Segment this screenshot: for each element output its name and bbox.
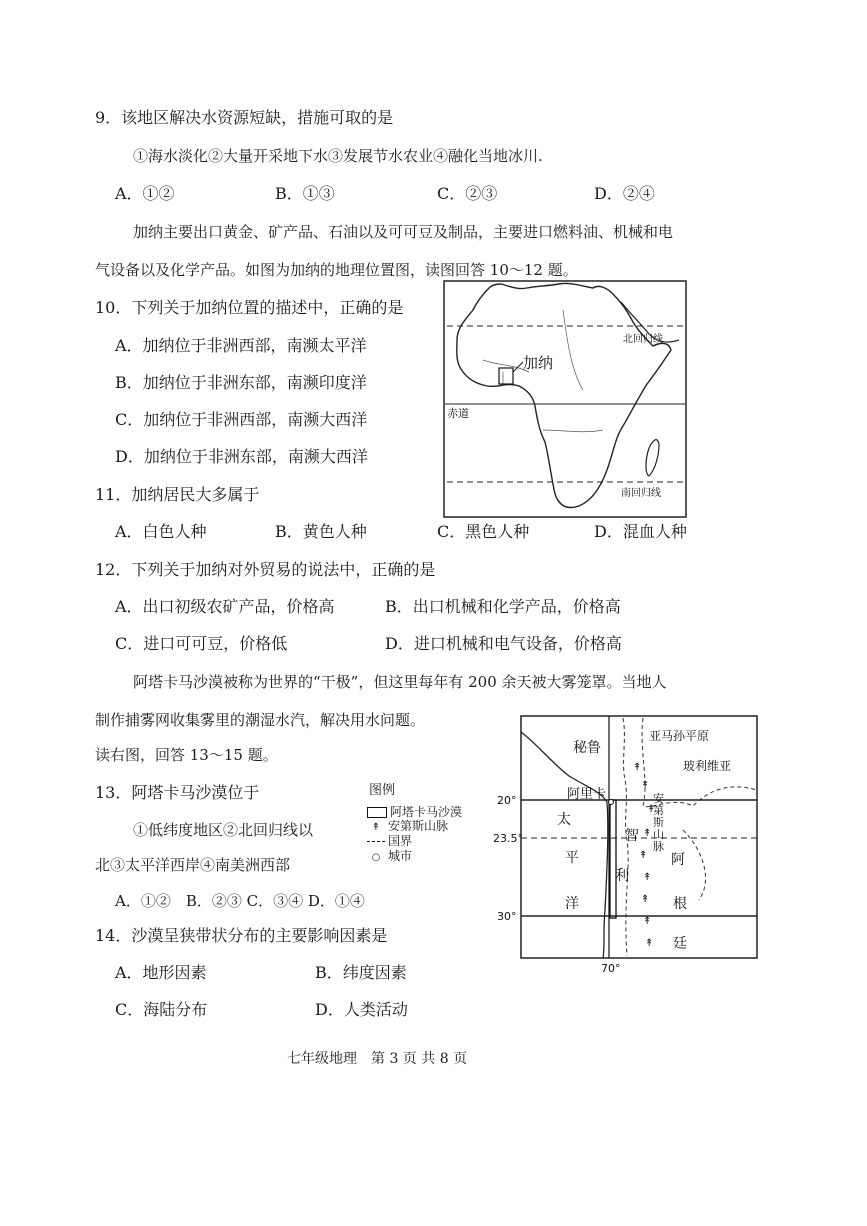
- argentina-label-2: 根: [673, 896, 687, 912]
- bolivia-label: 玻利维亚: [683, 759, 732, 773]
- q9-option-c[interactable]: C．②③: [437, 184, 498, 203]
- city-symbol-icon: ○: [371, 852, 381, 863]
- q12-option-b[interactable]: B．出口机械和化学产品，价格高: [385, 597, 621, 616]
- ghana-label: 加纳: [523, 354, 554, 372]
- chile-label-1: 智: [625, 828, 639, 844]
- andes-label-2: 第: [653, 804, 664, 817]
- argentina-label-1: 阿: [671, 852, 685, 868]
- svg-text:↟: ↟: [643, 828, 652, 839]
- andes-label-3: 斯: [653, 816, 664, 829]
- equator-label: 赤道: [447, 407, 469, 420]
- tropic-cancer-label: 北回归线: [623, 334, 663, 345]
- q14-stem: 14．沙漠呈狭带状分布的主要影响因素是: [95, 926, 388, 945]
- amazon-label: 亚马孙平原: [649, 729, 710, 743]
- svg-text:↟: ↟: [643, 916, 652, 927]
- page-footer: 七年级地理 第 3 页 共 8 页: [287, 1051, 468, 1067]
- svg-text:↟: ↟: [641, 894, 650, 905]
- legend-andes: ↟ 安第斯山脉: [367, 819, 448, 835]
- lon-70-label: 70°: [601, 962, 621, 975]
- svg-text:↟: ↟: [639, 850, 648, 861]
- q10-option-b[interactable]: B．加纳位于非洲东部，南濒印度洋: [115, 373, 367, 392]
- q11-option-c[interactable]: C．黑色人种: [437, 522, 530, 541]
- mountain-symbol-icon: ↟: [371, 822, 381, 833]
- argentina-label-3: 廷: [673, 936, 687, 952]
- q10-option-d[interactable]: D．加纳位于非洲东部，南濒大西洋: [115, 447, 368, 466]
- passage1-line2: 气设备以及化学产品。如图为加纳的地理位置图，读图回答 10～12 题。: [95, 261, 578, 279]
- q9-option-a[interactable]: A．①②: [115, 184, 175, 203]
- q13-stem: 13．阿塔卡马沙漠位于: [95, 783, 260, 802]
- q10-stem: 10．下列关于加纳位置的描述中，正确的是: [95, 298, 404, 317]
- q9-stem: 9．该地区解决水资源短缺，措施可取的是: [95, 108, 394, 127]
- legend-border: 国界: [367, 834, 412, 849]
- passage2-line1: 阿塔卡马沙漠被称为世界的“干极”，但这里每年有 200 余天被大雾笼罩。当地人: [133, 673, 667, 691]
- desert-symbol-icon: [367, 807, 387, 818]
- q13-options[interactable]: A．①② B．②③ C．③④ D．①④: [115, 892, 365, 910]
- q12-option-c[interactable]: C．进口可可豆，价格低: [115, 634, 288, 653]
- andes-label-4: 山: [653, 828, 664, 841]
- tropic-capricorn-label: 南回归线: [621, 488, 661, 499]
- q9-option-b[interactable]: B．①③: [275, 184, 335, 203]
- svg-text:↟: ↟: [641, 780, 650, 791]
- svg-text:↟: ↟: [645, 938, 654, 949]
- passage2-line3: 读右图，回答 13～15 题。: [95, 746, 278, 764]
- border-symbol-icon: [367, 841, 385, 842]
- q9-option-d[interactable]: D．②④: [594, 184, 655, 203]
- q11-option-b[interactable]: B．黄色人种: [275, 522, 367, 541]
- q13-choices-line1: ①低纬度地区②北回归线以: [133, 821, 314, 839]
- q14-option-b[interactable]: B．纬度因素: [315, 963, 407, 982]
- chile-label-2: 利: [615, 868, 629, 884]
- legend-desert: 阿塔卡马沙漠: [367, 805, 462, 820]
- legend-city: ○ 城市: [367, 849, 412, 865]
- q11-stem: 11．加纳居民大多属于: [95, 485, 260, 504]
- atacama-map: [493, 710, 763, 975]
- passage1-line1: 加纳主要出口黄金、矿产品、石油以及可可豆及制品，主要进口燃料油、机械和电: [133, 223, 674, 241]
- pacific-label-3: 洋: [565, 896, 579, 912]
- arica-label: 阿里卡: [567, 787, 607, 802]
- svg-text:↟: ↟: [647, 804, 656, 815]
- lat-20-label: 20°: [497, 794, 517, 807]
- q12-stem: 12．下列关于加纳对外贸易的说法中，正确的是: [95, 560, 436, 579]
- legend-title: 图例: [369, 783, 396, 798]
- svg-text:↟: ↟: [633, 762, 642, 773]
- passage2-line2: 制作捕雾网收集雾里的潮湿水汽，解决用水问题。: [95, 711, 426, 729]
- q12-option-a[interactable]: A．出口初级农矿产品，价格高: [115, 597, 335, 616]
- q9-choices: ①海水淡化②大量开采地下水③发展节水农业④融化当地冰川.: [133, 147, 543, 165]
- q12-option-d[interactable]: D．进口机械和电气设备，价格高: [385, 634, 622, 653]
- pacific-label-1: 太: [557, 812, 571, 828]
- q14-option-d[interactable]: D．人类活动: [315, 1000, 408, 1019]
- q13-choices-line2: 北③太平洋西岸④南美洲西部: [95, 856, 291, 874]
- lat-23-5-label: 23.5°: [493, 832, 523, 845]
- q14-option-c[interactable]: C．海陆分布: [115, 1000, 208, 1019]
- q10-option-a[interactable]: A．加纳位于非洲西部，南濒太平洋: [115, 336, 367, 355]
- q11-option-a[interactable]: A．白色人种: [115, 522, 207, 541]
- andes-label-1: 安: [653, 792, 664, 805]
- peru-label: 秘鲁: [573, 740, 601, 756]
- q10-option-c[interactable]: C．加纳位于非洲西部，南濒大西洋: [115, 410, 368, 429]
- svg-text:↟: ↟: [643, 872, 652, 883]
- lat-30-label: 30°: [497, 910, 517, 923]
- pacific-label-2: 平: [565, 850, 579, 866]
- andes-label-5: 脉: [653, 840, 664, 853]
- q11-option-d[interactable]: D．混血人种: [594, 522, 687, 541]
- africa-map: [443, 280, 687, 518]
- q14-option-a[interactable]: A．地形因素: [115, 963, 207, 982]
